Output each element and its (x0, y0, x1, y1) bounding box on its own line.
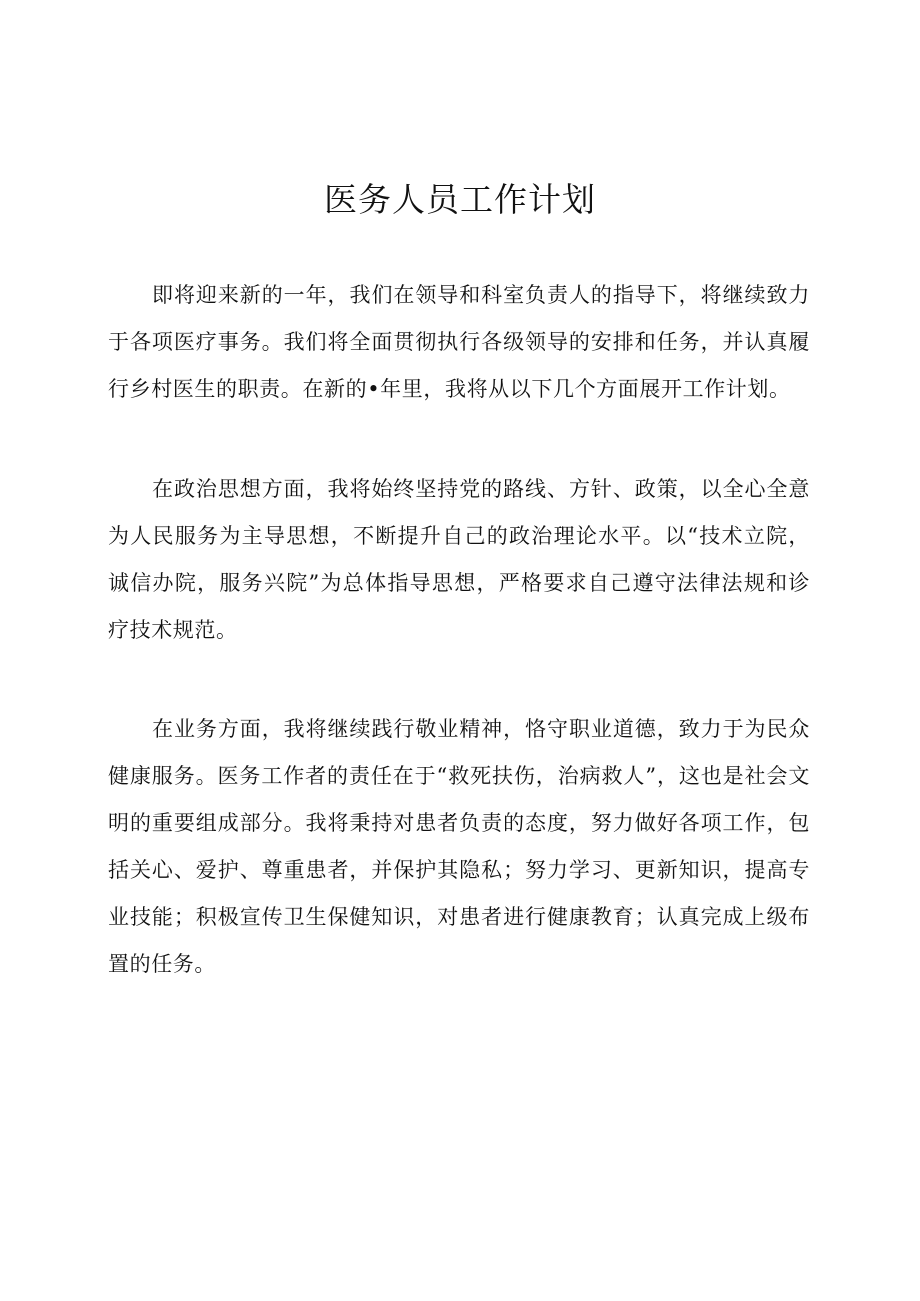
document-title: 医务人员工作计划 (324, 180, 596, 219)
paragraph-intro: 即将迎来新的一年，我们在领导和科室负责人的指导下，将继续致力于各项医疗事务。我们将全面贯彻执行各级领导的安排和任务，并认真履行乡村医生的职责。在新的•年里，我将从以下几个方面展开工作计划。 (108, 283, 810, 401)
paragraph-political-thought: 在政治思想方面，我将始终坚持党的路线、方针、政策，以全心全意为人民服务为主导思想，不断提升自己的政治理论水平。以“技术立院，诚信办院，服务兴院”为总体指导思想，严格要求自己遵守法律法规和诊疗技术规范。 (108, 477, 810, 642)
paragraph-professional-work: 在业务方面，我将继续践行敬业精神，恪守职业道德，致力于为民众健康服务。医务工作者的责任在于“救死扶伤，治病救人”，这也是社会文明的重要组成部分。我将秉持对患者负责的态度，努力做好各项工作，包括关心、爱护、尊重患者，并保护其隐私；努力学习、更新知识，提高专业技能；积极宣传卫生保健知识，对患者进行健康教育；认真完成上级布置的任务。 (108, 717, 810, 976)
